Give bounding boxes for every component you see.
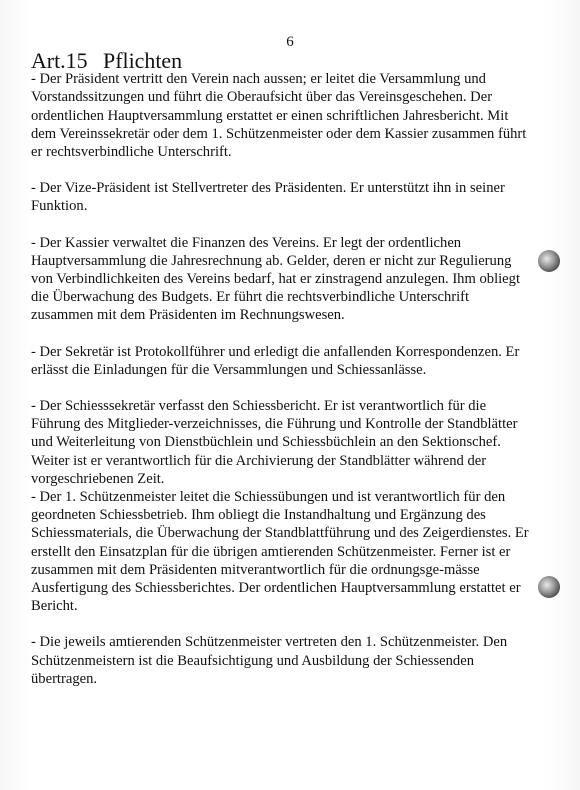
article-title: Pflichten [103,48,183,73]
binder-hole-top [538,250,560,272]
paragraph-shooting-masters: - Die jeweils amtierenden Schützenmeister vertreten den 1. Schützenmeister. Den Schützenmeistern ist die Beaufsichtigung und Ausbildung der Schiessenden übertragen. [31,634,508,687]
article-number: Art.15 [31,48,88,73]
binder-hole-bottom [538,576,560,598]
paragraph-president: - Der Präsident vertritt den Verein nach aussen; er leitet die Versammlung und Vorstandssitzungen und führt die Oberaufsicht über das Vereinsgeschehen. Der ordentlichen Hauptversammlung erstattet er einen schriftlichen Jahresbericht. Mit dem Vereinssekretär oder dem 1. Schützenmeister oder dem Kassier zusammen führt er rechtsverbindliche Unterschrift. [31,71,527,161]
paragraph-secretary: - Der Sekretär ist Protokollführer und erledigt die anfallenden Korrespondenzen. Er erlässt die Einladungen für die Versammlungen und Schiessanlässe. [31,343,520,378]
paragraph-shooting-secretary: - Der Schiesssekretär verfasst den Schiessbericht. Er ist verantwortlich für die Führung des Mitglieder-verzeichnisses, die Führung und Kontrolle der Standblätter und Weiterleitung von Dienstbüchlein und Schiessbüchlein an den Sektionschef. Weiter ist er verantwortlich für die Archivierung der Standblätter während der vorgeschriebenen Zeit. [31,398,518,487]
paragraph-vice-president: - Der Vize-Präsident ist Stellvertreter des Präsidenten. Er unterstützt ihn in seiner Funktion. [31,180,505,215]
paragraph-treasurer: - Der Kassier verwaltet die Finanzen des Vereins. Er legt der ordentlichen Hauptversammlung die Jahresrechnung ab. Gelder, deren er nicht zur Regulierung von Verbindlichkeiten des Vereins bedarf, hat er zinstragend anzulegen. Ihm obliegt die Überwachung des Budgets. Er führt die rechtsverbindliche Unterschrift zusammen mit dem Präsidenten im Rechnungswesen. [31,234,521,324]
paragraph-first-shooting-master: - Der 1. Schützenmeister leitet die Schiessübungen und ist verantwortlich für den geordneten Schiessbetrieb. Ihm obliegt die Instandhaltung und Ergänzung des Schiessmaterials, die Überwachung der Standblattführung und des Zeigerdienstes. Er erstellt den Einsatzplan für die übrigen amtierenden Schützenmeister. Ferner ist er zusammen mit dem Präsidenten mitverantwortlich für die ordnungsge-mässe Ausfertigung des Schiessberichtes. Der ordentlichen Hauptversammlung erstattet er Bericht. [31,489,529,615]
page-number: 6 [286,34,294,50]
article-heading [31,48,531,73]
document-body [31,48,531,688]
